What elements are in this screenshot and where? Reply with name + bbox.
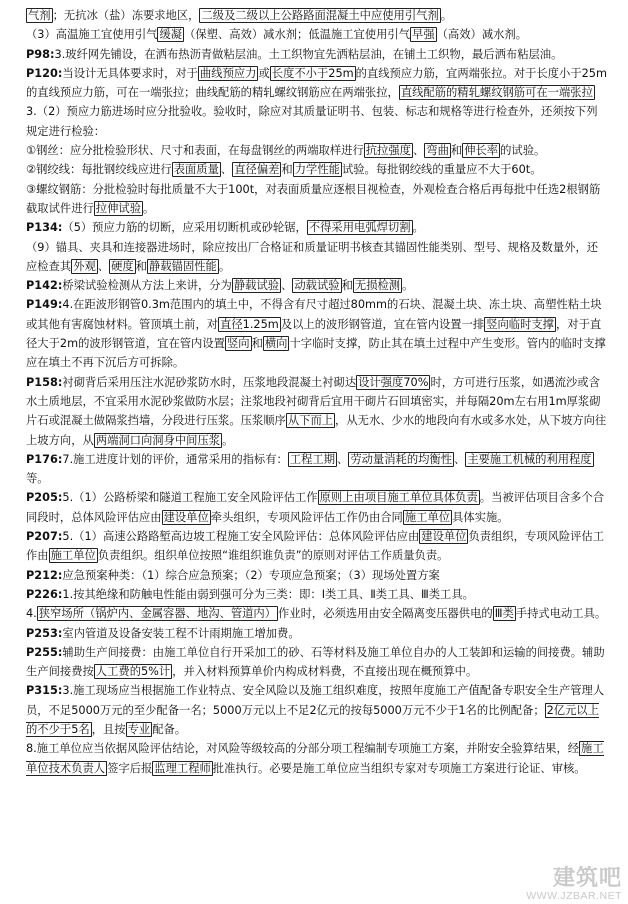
text-run: 。当被评估项目含多个合同段时，总体风险评估应由 (26, 491, 605, 524)
text-run: 手持式电动工具。 (515, 607, 607, 621)
boxed-keyword: 无损检测 (354, 279, 401, 293)
page-reference: P255: (26, 645, 63, 659)
text-run: 和 (450, 144, 463, 158)
text-run: 3.施工现场应当根据施工作业特点、安全风险以及施工组织难度，按照年度施工产值配备专职安全生产管理人员，不足5000万元的至少配备一名；5000万元以上不足2亿元的按每5000万元不少于1名的比例配备； (26, 684, 605, 717)
note-paragraph (26, 6, 608, 25)
boxed-keyword: 竖向 (226, 337, 250, 351)
note-paragraph (26, 218, 608, 237)
boxed-keyword: 劳动量消耗的均衡性 (350, 452, 453, 466)
boxed-keyword: 从下而上 (287, 414, 334, 428)
text-run: ，从无水、少水的地段向有水或多水处，从下坡方向往上坡方向，从 (26, 414, 607, 447)
page-reference: P120: (26, 66, 63, 80)
note-paragraph (26, 180, 608, 219)
text-run: 配备。 (152, 722, 187, 736)
page-reference: P315: (26, 684, 63, 698)
text-run: ，并入材料预算单价内构成材料费，不直接出现在概预算中。 (172, 665, 478, 679)
text-run: 5.（1）公路桥梁和隧道工程施工安全风险评估工作 (62, 491, 318, 505)
text-run: 8.施工单位应当依据风险评估结论，对风险等级较高的分部分项工程编制专项施工方案，并附安全验算结果，经 (26, 742, 580, 756)
boxed-keyword: Ⅲ类 (494, 607, 514, 621)
note-paragraph (26, 141, 608, 160)
boxed-keyword: 监理工程师 (154, 761, 211, 775)
text-run: 具体实施。 (452, 510, 509, 524)
text-run: 等。 (26, 472, 49, 486)
text-run: 3.（2）预应力筋进场时应分批验收。验收时，除应对其质量证明书、包装、标志和规格等进行检查外，还须按下列规定进行检验： (26, 105, 598, 138)
boxed-keyword: 狭窄场所（锅炉内、金属容器、地沟、管道内） (38, 607, 277, 621)
note-paragraph (26, 25, 608, 44)
boxed-keyword: 直线配筋的精轧螺纹钢筋可在一端张拉 (400, 86, 593, 100)
text-run: （9）锚具、夹具和连接器进场时，除应按出厂合格证和质量证明书核查其锚固性能类别、型号、规格及数量外，还应检查其 (26, 240, 599, 273)
text-run: 4. (26, 607, 37, 621)
boxed-keyword: 伸长率 (464, 144, 499, 158)
boxed-keyword: 原则上由项目施工单位具体负责 (319, 491, 478, 505)
boxed-keyword: 动载试验 (294, 279, 340, 293)
boxed-keyword: 静载试验 (233, 279, 280, 293)
text-run: （保塑、高效）减水剂；低温施工宜使用引气 (184, 28, 411, 42)
boxed-keyword: 横向 (264, 337, 288, 351)
boxed-keyword: 施工单位技术负责人 (26, 742, 604, 775)
text-run: 当设计无具体要求时，对于 (62, 66, 198, 80)
page-reference: P176: (26, 452, 63, 466)
text-run: 。 (402, 279, 414, 293)
text-run: 牵头组织，专项风险评估工作仍由合同 (210, 510, 403, 524)
text-run: 、 (337, 452, 349, 466)
text-run: ①钢丝：应分批检验形状、尺寸和表面，在每盘钢丝的两端取样进行 (26, 144, 364, 158)
boxed-keyword: 直径1.25m (220, 317, 279, 331)
text-run: 1.按其绝缘和防触电性能由弱到强可分为三类：即：Ⅰ类工具、Ⅱ类工具、Ⅲ类工具。 (62, 587, 474, 601)
watermark-brand: 建筑吧 (552, 865, 622, 890)
text-run: 应急预案种类：（1）综合应急预案；（2）专项应急预案；（3）现场处置方案 (62, 568, 440, 582)
note-paragraph (26, 64, 608, 103)
text-run: 试验。每批钢绞线的重量应不大于60t。 (341, 163, 542, 177)
text-run: 。 (412, 221, 424, 235)
text-run: 。 (143, 201, 155, 215)
boxed-keyword: 硬度 (111, 259, 134, 273)
page-reference: P98: (26, 47, 55, 61)
note-paragraph (26, 295, 608, 372)
boxed-keyword: 工程工期 (289, 452, 336, 466)
text-run: 的试验。 (500, 144, 546, 158)
boxed-keyword: 设计强度70% (358, 375, 429, 389)
page-reference: P212: (26, 568, 63, 582)
boxed-keyword: 专业 (127, 722, 151, 736)
boxed-keyword: 拉伸试验 (95, 201, 141, 215)
boxed-keyword: 静载锚固性能 (149, 259, 217, 273)
text-run: 7.施工进度计划的评价，通常采用的指标有： (62, 452, 288, 466)
watermark-url: WWW.JZBAR.NET (526, 890, 622, 902)
note-paragraph (26, 566, 608, 585)
boxed-keyword: 曲线预应力 (199, 66, 257, 80)
page-reference: P207: (26, 530, 63, 544)
text-run: 、 (220, 163, 233, 177)
text-run: 时，方可进行压浆，如遇流沙或含水土质地层，不宜采用水泥砂浆做防水层；注浆地段衬砌背后宜用干砌片石回填密实，并每隔20m左右用1m厚浆砌片石或混凝土做隔浆挡墙，分段进行压浆。压浆顺序 (26, 375, 601, 428)
note-paragraph (26, 45, 608, 64)
text-run: 、 (281, 279, 293, 293)
text-run: 十字临时支撑，防止其在填土过程中产生变形。管内的临时支撑应在填土不再下沉后方可拆除。 (26, 337, 606, 370)
text-run: 室内管道及设备安装工程不计雨期施工增加费。 (62, 626, 300, 640)
boxed-keyword: 抗拉强度 (365, 144, 411, 158)
text-run: （5）预应力筋的切断，应采用切断机或砂轮锯， (62, 221, 307, 235)
page-reference: P205: (26, 491, 63, 505)
text-run: 辅助生产间接费：由施工单位自行开采加工的砂、石等材料及施工单位自办的人工装卸和运输的间接费。辅助生产间接费按 (26, 645, 605, 679)
boxed-keyword: 二级及二级以上公路路面混凝土中应使用引气剂 (201, 9, 439, 22)
text-run: 或 (258, 66, 270, 80)
note-paragraph (26, 739, 608, 778)
note-paragraph (26, 102, 608, 141)
boxed-keyword: 建设单位 (163, 510, 209, 524)
text-run: （高效）减水剂。 (436, 28, 528, 42)
boxed-keyword: 早强 (412, 28, 435, 42)
boxed-keyword: 表面质量 (173, 163, 219, 177)
note-paragraph (26, 160, 608, 179)
note-paragraph (26, 643, 608, 682)
text-run: 、 (412, 144, 425, 158)
boxed-keyword: 主要施工机械的利用程度 (467, 452, 592, 466)
boxed-keyword: 两端洞口向洞身中间压浆 (95, 433, 221, 447)
text-run: 负责组织。组织单位按照“谁组织谁负责”的原则对评估工作质量负责。 (97, 549, 449, 563)
text-run: ，对于直径大于2m的波形钢管道，宜在管内设置 (26, 317, 602, 351)
boxed-keyword: 缓凝 (159, 28, 183, 42)
text-run: 5.（1）高速公路路堑高边坡工程施工安全风险评估：总体风险评估应由 (62, 530, 420, 544)
boxed-keyword: 2亿元以上的不少于5名 (26, 703, 600, 736)
boxed-keyword: 人工费的5%计 (95, 665, 171, 679)
text-run: 3.玻纤网先铺设，在洒布热沥青做粘层油。土工织物宜先洒粘层油，在铺土工织物，最后洒布粘层油。 (54, 47, 563, 61)
text-run: 。 (440, 9, 453, 22)
boxed-keyword: 施工单位 (50, 549, 96, 563)
note-paragraph (26, 585, 608, 604)
boxed-keyword: 力学性能 (294, 163, 340, 177)
note-paragraph (26, 624, 608, 643)
boxed-keyword: 长度不小于25m (271, 66, 354, 80)
text-run: ③螺纹钢筋：分批检验时每批质量不大于100t，对表面质量应逐根目视检查，外观检查合格后再每批中任选2根钢筋截取试件进行 (26, 182, 601, 215)
text-run: 的直线预应力筋，宜两端张拉。对于长度小于25m的直线预应力筋，可在一端张拉；曲线配筋的精轧螺纹钢筋应在两端张拉， (26, 66, 607, 100)
text-run: 。 (218, 259, 231, 273)
boxed-keyword: 不得采用电弧焊切割 (308, 221, 411, 235)
text-run: 桥梁试验检测从方法上来讲，分为 (62, 279, 232, 293)
text-run: 4.在距波形钢管0.3m范围内的填土中，不得含有尺寸超过80mm的石块、混凝土块、冻土块、高塑性粘土块或其他有害腐蚀材料。管顶填土前，对 (26, 298, 602, 331)
text-run: 和 (341, 279, 353, 293)
note-paragraph (26, 276, 608, 295)
boxed-keyword: 施工单位 (404, 510, 451, 524)
boxed-keyword: 弯曲 (426, 144, 449, 158)
text-run: 批准执行。必要是施工单位应当组织专家对专项施工方案进行论证、审核。 (212, 761, 586, 775)
boxed-keyword: 外观 (73, 259, 96, 273)
note-paragraph (26, 527, 608, 566)
page-reference: P149: (26, 298, 63, 312)
page-reference: P253: (26, 626, 63, 640)
note-paragraph (26, 373, 608, 450)
page-reference: P158: (26, 375, 63, 389)
note-paragraph (26, 681, 608, 739)
note-paragraph (26, 488, 608, 527)
text-run: ②钢绞线：每批钢绞线应进行 (26, 163, 172, 177)
boxed-keyword: 气剂 (28, 9, 51, 22)
text-run: （3）高温施工宜使用引气 (26, 28, 158, 42)
boxed-keyword: 建设单位 (421, 530, 467, 544)
text-run: 和 (135, 259, 148, 273)
page-reference: P226: (26, 587, 63, 601)
text-run: 、 (97, 259, 110, 273)
text-run: 签字后报 (107, 761, 153, 775)
page-reference: P134: (26, 221, 63, 235)
text-run: ；无抗冰（盐）冻要求地区， (52, 9, 200, 22)
page-reference: P142: (26, 279, 63, 293)
note-paragraph (26, 450, 608, 489)
text-run: 、 (454, 452, 466, 466)
note-paragraph (26, 238, 608, 277)
text-run: 。 (222, 433, 234, 447)
text-run: 和 (281, 163, 293, 177)
text-run: ，且按 (91, 722, 126, 736)
text-run: 和 (251, 337, 263, 351)
text-run: 及以上的波形钢管道，宜在管内设置一排 (280, 317, 485, 331)
text-run: 衬砌背后采用压注水泥砂浆防水时，压浆地段混凝土衬砌达 (62, 375, 357, 389)
text-run: 负责组织，专项风险评估工作由 (26, 530, 605, 563)
boxed-keyword: 竖向临时支撑 (486, 317, 554, 331)
note-paragraph (26, 604, 608, 623)
text-run: 作业时，必须选用由安全隔离变压器供电的 (278, 607, 493, 621)
boxed-keyword: 直径偏差 (234, 163, 280, 177)
